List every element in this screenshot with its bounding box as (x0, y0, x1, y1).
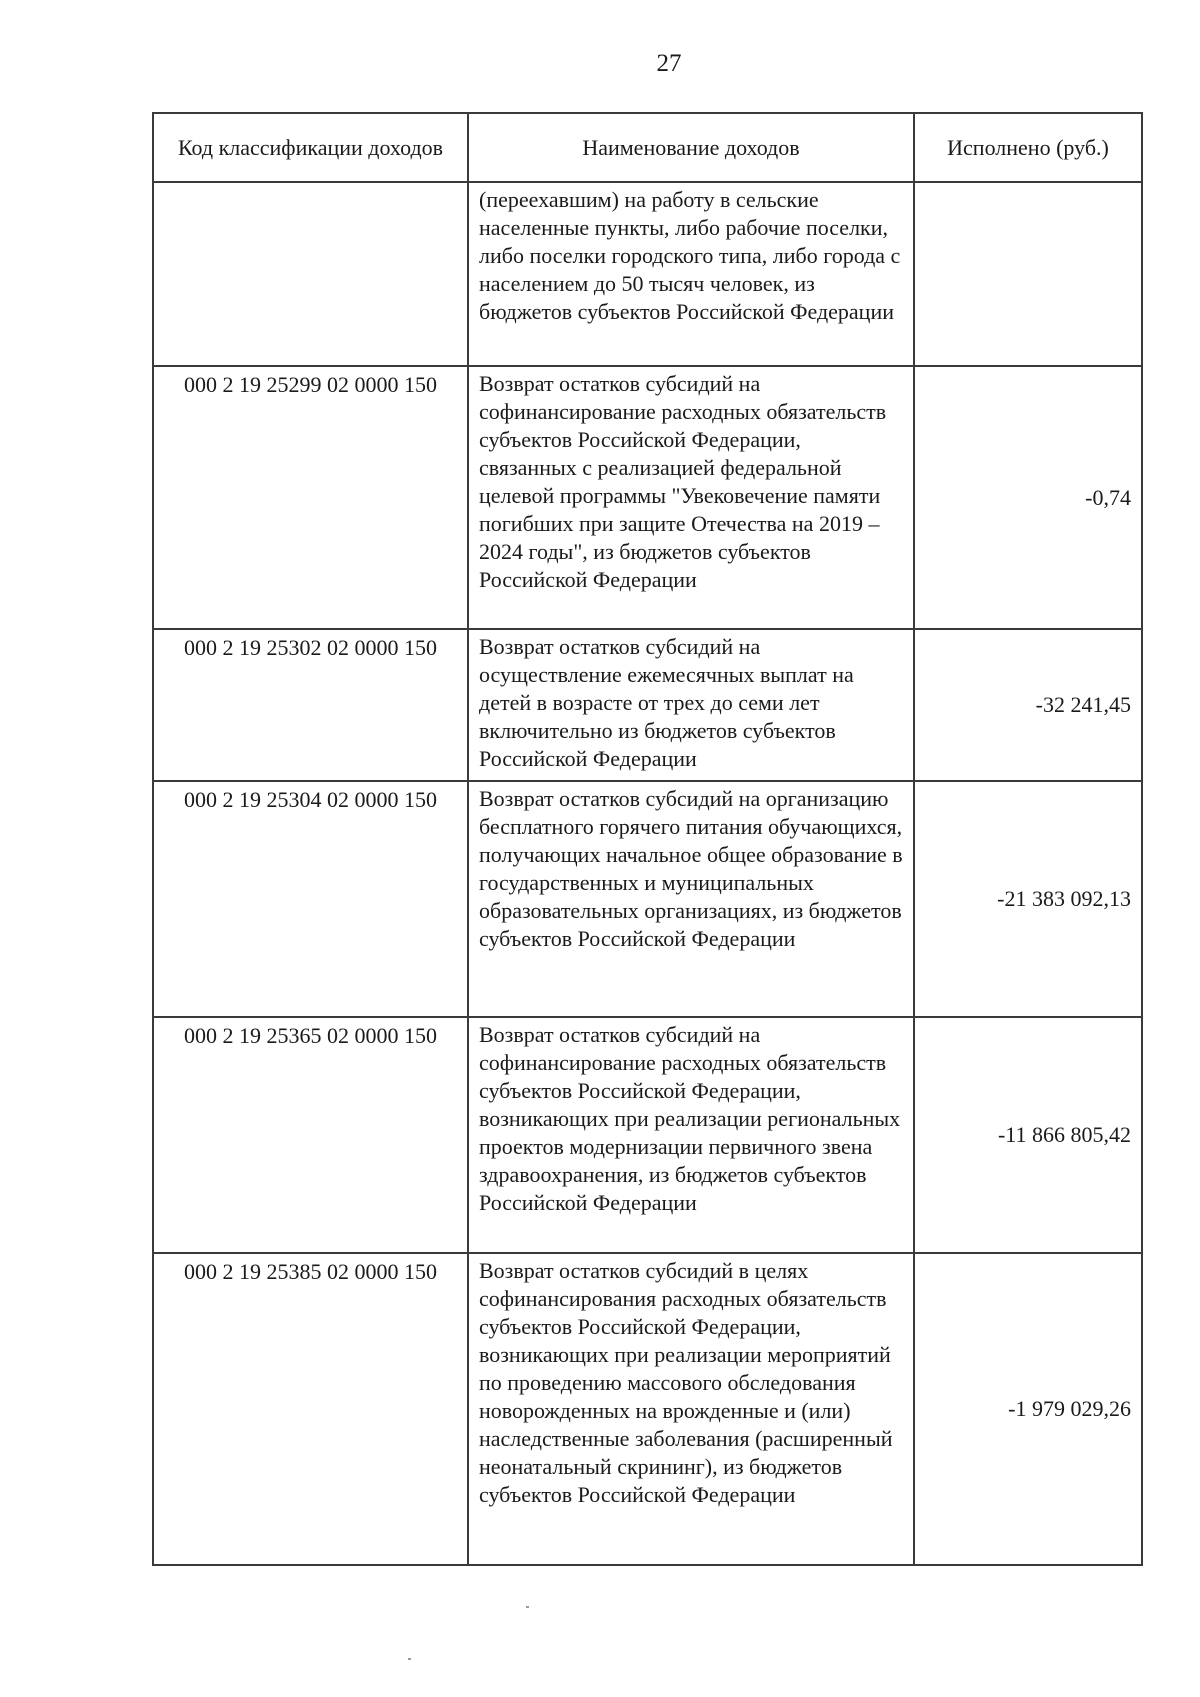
table-row (153, 629, 1142, 781)
row-name: (переехавшим) на работу в сельские населенные пункты, либо рабочие поселки, либо поселки городского типа, либо города с населением до 50 тысяч человек, из бюджетов субъектов Российской Федерации (468, 182, 914, 366)
row-code: 000 2 19 25304 02 0000 150 (153, 781, 468, 1017)
header-amount: Исполнено (руб.) (914, 113, 1142, 182)
header-code: Код классификации доходов (153, 113, 468, 182)
page-number: 27 (656, 50, 682, 77)
row-code (153, 182, 468, 366)
table-row (153, 1017, 1142, 1253)
row-code: 000 2 19 25365 02 0000 150 (153, 1017, 468, 1253)
row-amount: -1 979 029,26 (914, 1253, 1142, 1565)
row-name: Возврат остатков субсидий на софинансирование расходных обязательств субъектов Российской Федерации, связанных с реализацией федеральной целевой программы "Увековечение памяти погибших при защите Отечества на 2019 – 2024 годы", из бюджетов субъектов Российской Федерации (468, 366, 914, 629)
row-amount: -0,74 (914, 366, 1142, 629)
row-amount: -21 383 092,13 (914, 781, 1142, 1017)
row-amount (914, 182, 1142, 366)
table-row (153, 781, 1142, 1017)
row-code: 000 2 19 25302 02 0000 150 (153, 629, 468, 781)
scan-speck (408, 1658, 411, 1660)
scan-speck (526, 1606, 529, 1608)
row-amount: -11 866 805,42 (914, 1017, 1142, 1253)
row-name: Возврат остатков субсидий на организацию бесплатного горячего питания обучающихся, получающих начальное общее образование в государственных и муниципальных образовательных организациях, из бюджетов субъектов Российской Федерации (468, 781, 914, 1017)
row-amount: -32 241,45 (914, 629, 1142, 781)
row-code: 000 2 19 25299 02 0000 150 (153, 366, 468, 629)
table-row (153, 1253, 1142, 1565)
table-row (153, 182, 1142, 366)
header-name: Наименование доходов (468, 113, 914, 182)
row-name: Возврат остатков субсидий в целях софинансирования расходных обязательств субъектов Российской Федерации, возникающих при реализации мероприятий по проведению массового обследования новорожденных на врожденные и (или) наследственные заболевания (расширенный неонатальный скрининг), из бюджетов субъектов Российской Федерации (468, 1253, 914, 1565)
row-code: 000 2 19 25385 02 0000 150 (153, 1253, 468, 1565)
row-name: Возврат остатков субсидий на софинансирование расходных обязательств субъектов Российской Федерации, возникающих при реализации региональных проектов модернизации первичного звена здравоохранения, из бюджетов субъектов Российской Федерации (468, 1017, 914, 1253)
table-header-row (153, 113, 1142, 182)
revenue-table (152, 112, 1143, 1566)
row-name: Возврат остатков субсидий на осуществление ежемесячных выплат на детей в возрасте от трех до семи лет включительно из бюджетов субъектов Российской Федерации (468, 629, 914, 781)
table-row (153, 366, 1142, 629)
